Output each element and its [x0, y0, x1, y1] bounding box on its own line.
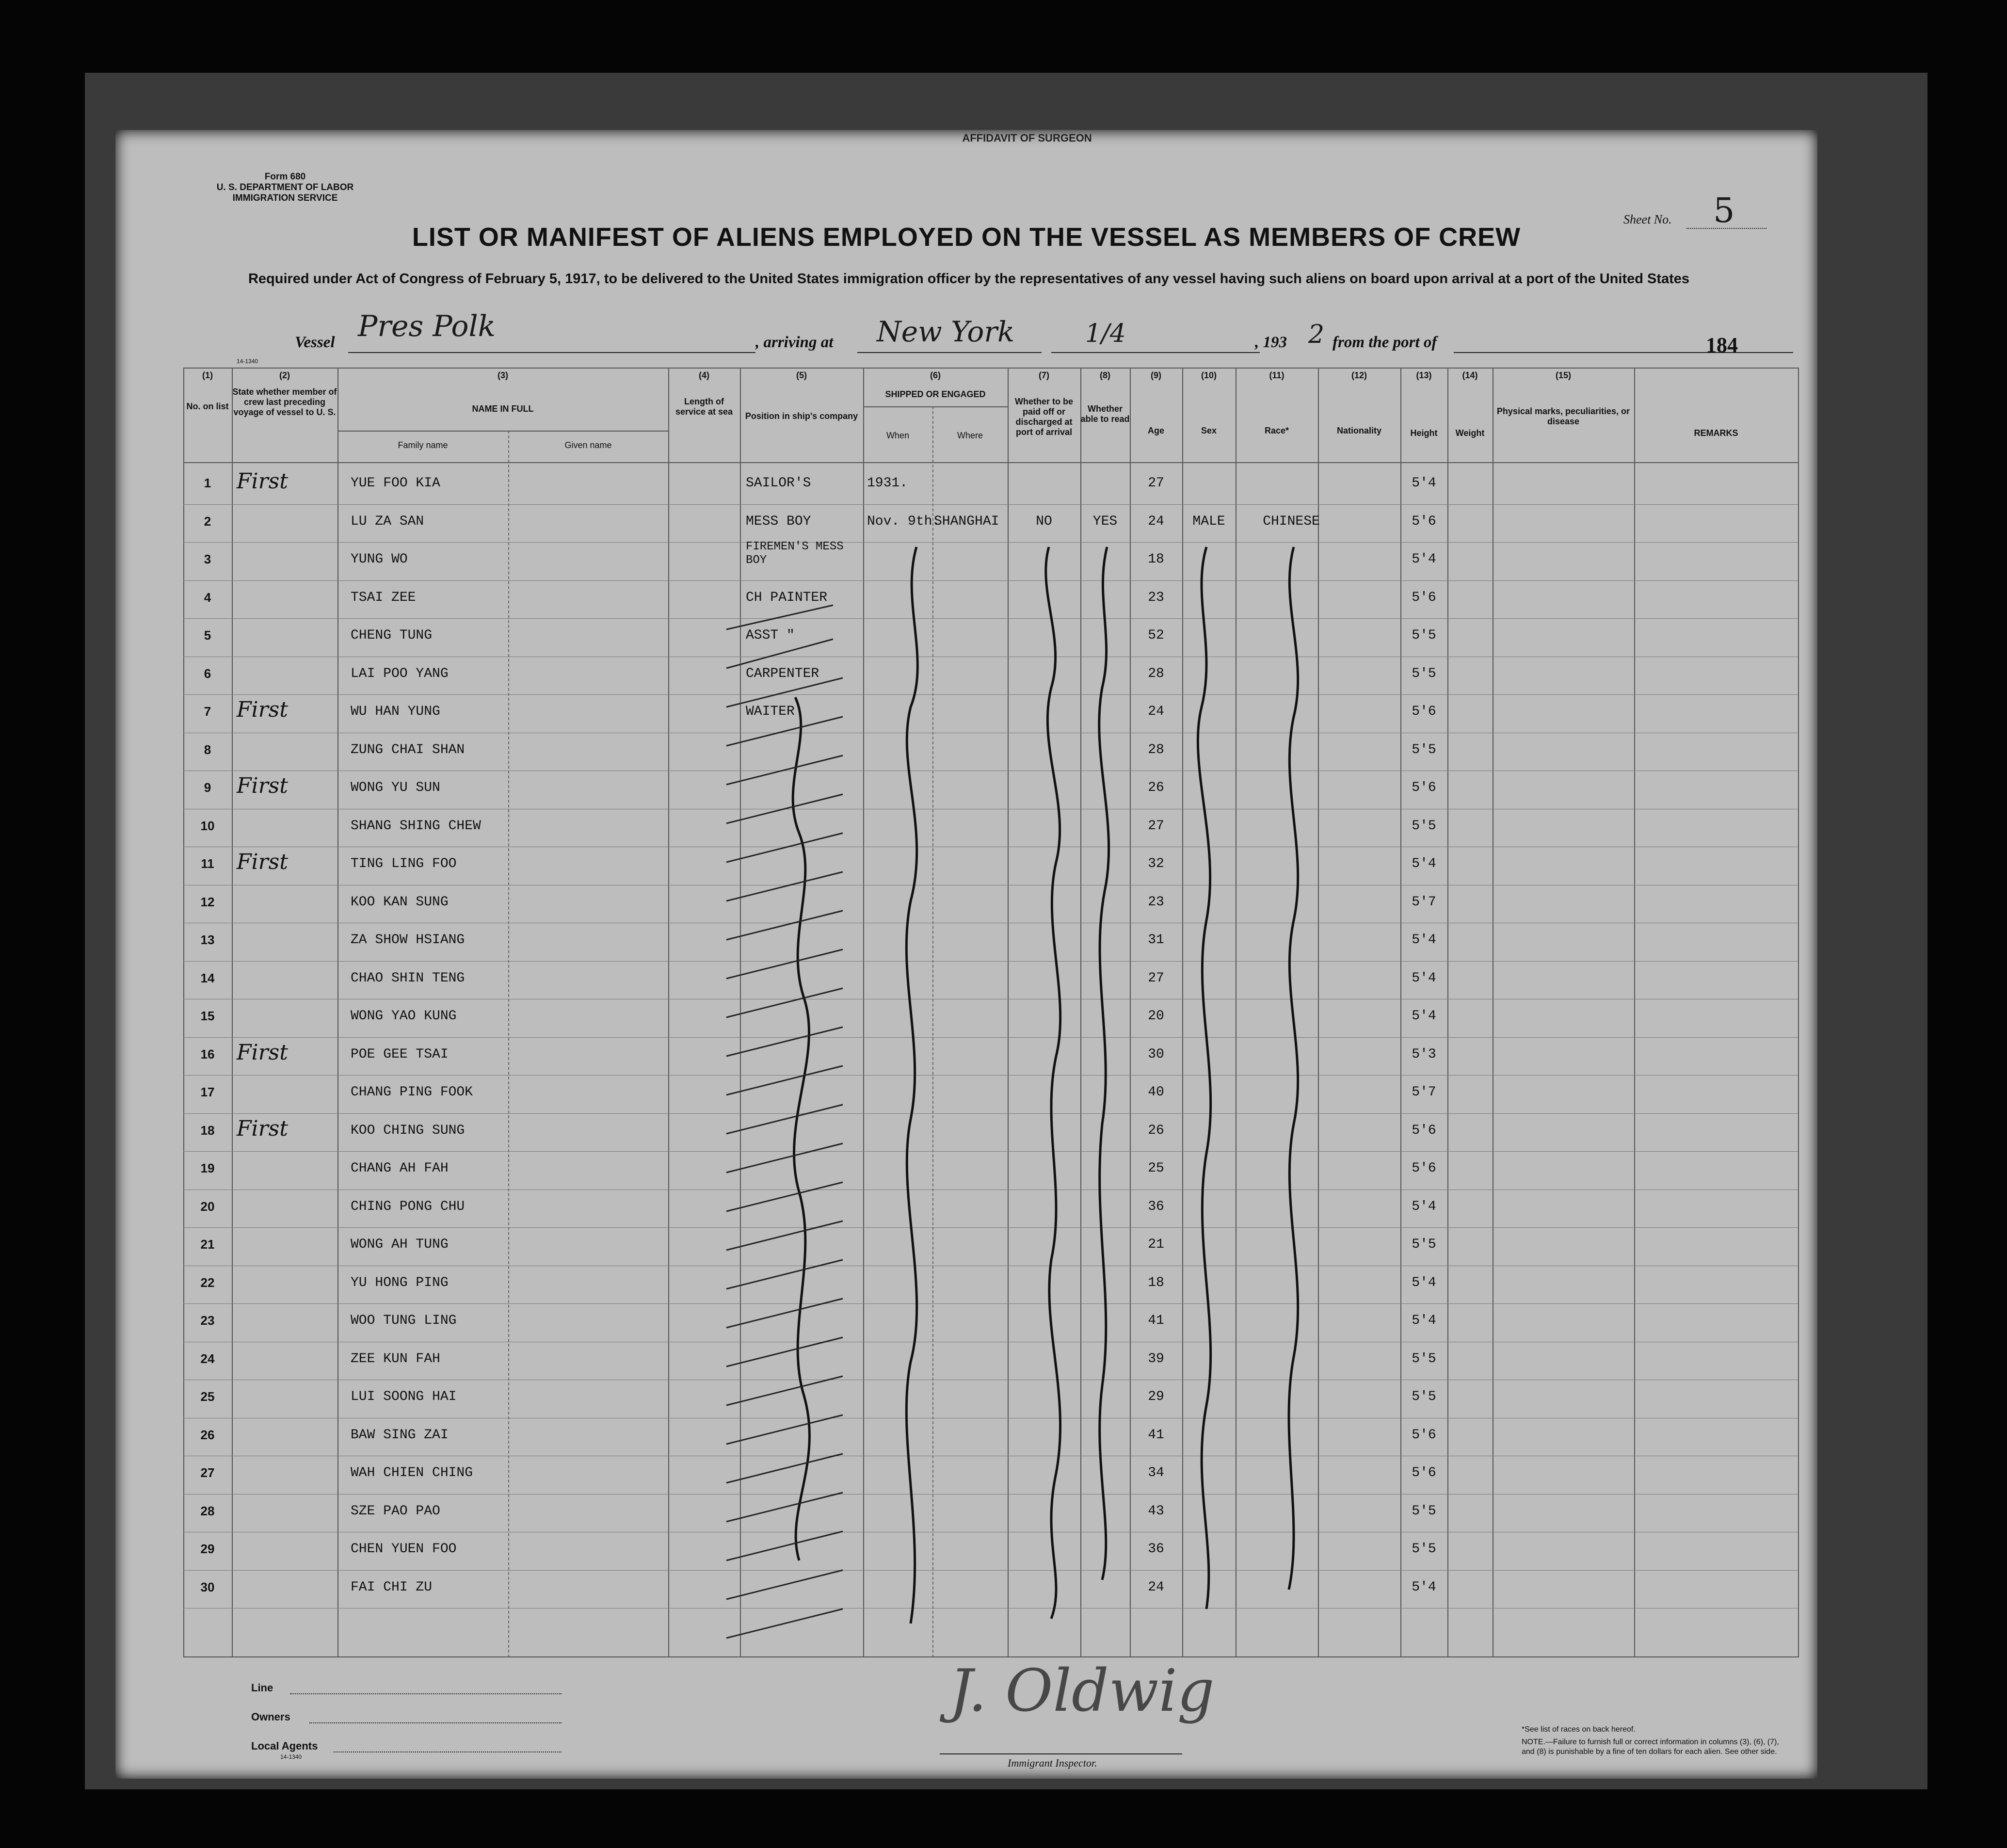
- cell-name: KOO CHING SUNG: [351, 1123, 465, 1138]
- cell-name: SZE PAO PAO: [351, 1503, 440, 1519]
- cell-no: 15: [200, 1009, 215, 1023]
- cell-no: 23: [200, 1313, 215, 1328]
- cell-when: Nov. 9th.: [867, 514, 941, 529]
- cell-height: 5'4: [1412, 1579, 1436, 1595]
- cell-height: 5'6: [1412, 1123, 1436, 1138]
- cell-height: 5'6: [1412, 1465, 1436, 1480]
- cell-age: 43: [1148, 1503, 1164, 1519]
- header-weight: Weight: [1455, 428, 1485, 438]
- cell-position: WAITER: [746, 704, 795, 719]
- cell-age: 41: [1148, 1313, 1164, 1328]
- header-where: Where: [957, 431, 983, 440]
- cell-race: CHINESE: [1263, 514, 1320, 529]
- sheet-number-label: Sheet No.: [1623, 212, 1672, 226]
- cell-position: ASST ": [746, 628, 795, 643]
- header-paid-off: Whether to be paid off or discharged at port of arrival: [1015, 397, 1073, 437]
- col-number: (7): [1039, 370, 1049, 380]
- header-state-whether: State whether member of crew last preceding voyage of vessel to U. S.: [232, 387, 337, 417]
- header-remarks: REMARKS: [1694, 428, 1738, 438]
- cell-name: SHANG SHING CHEW: [351, 818, 481, 834]
- cell-no: 13: [200, 932, 215, 947]
- agents-code: 14-1340: [280, 1753, 302, 1760]
- col-number: (15): [1555, 370, 1571, 380]
- cell-age: 41: [1148, 1427, 1164, 1443]
- cell-height: 5'6: [1412, 1161, 1436, 1176]
- races-note: *See list of races on back hereof.: [1522, 1725, 1636, 1734]
- header-when: When: [886, 431, 910, 440]
- header-physical: Physical marks, peculiarities, or disease: [1496, 406, 1630, 426]
- cell-age: 24: [1148, 1579, 1164, 1595]
- inspector-line: [940, 1753, 1182, 1754]
- inspector-label: Immigrant Inspector.: [1008, 1757, 1097, 1769]
- line-field: [290, 1693, 562, 1694]
- cell-no: 18: [200, 1123, 215, 1138]
- arriving-value: New York: [877, 315, 1015, 348]
- page-subtitle: Required under Act of Congress of February 5, 1917, to be delivered to the United States immigration officer by the representatives of any vessel having such aliens on board upon arrival at a port of the United States: [248, 271, 1690, 287]
- cell-no: 8: [204, 742, 211, 757]
- cell-position: MESS BOY: [746, 514, 811, 529]
- col-number: (9): [1151, 370, 1161, 380]
- cell-read: YES: [1092, 514, 1118, 529]
- arrival-date-value: 1/4: [1085, 319, 1126, 348]
- cell-position: CH PAINTER: [746, 590, 828, 605]
- cell-height: 5'5: [1412, 628, 1436, 643]
- cell-height: 5'6: [1412, 780, 1436, 795]
- vessel-underline: [348, 352, 755, 353]
- header-name-in-full: NAME IN FULL: [472, 404, 534, 414]
- page-title: LIST OR MANIFEST OF ALIENS EMPLOYED ON THE VESSEL AS MEMBERS OF CREW: [412, 223, 1521, 252]
- cell-name: YUE FOO KIA: [351, 476, 440, 491]
- col-number: (14): [1462, 370, 1478, 380]
- cell-age: 20: [1148, 1009, 1164, 1024]
- header-able-read: Whether able to read: [1080, 404, 1130, 424]
- cell-height: 5'4: [1412, 1275, 1436, 1290]
- cell-no: 4: [204, 590, 211, 605]
- cell-name: CHING PONG CHU: [351, 1199, 465, 1214]
- cell-no: 27: [200, 1465, 215, 1480]
- form-code: 14-1340: [237, 358, 258, 365]
- cell-name: CHENG TUNG: [351, 628, 433, 643]
- cell-height: 5'4: [1412, 970, 1436, 986]
- line-label: Line: [251, 1682, 273, 1694]
- cell-age: 18: [1148, 552, 1164, 567]
- cell-when: 1931.: [867, 476, 908, 491]
- cell-no: 19: [200, 1161, 215, 1175]
- cell-name: ZUNG CHAI SHAN: [351, 742, 465, 757]
- cell-state: First: [237, 469, 288, 494]
- cell-age: 36: [1148, 1199, 1164, 1214]
- header-length-service: Length of service at sea: [675, 397, 733, 417]
- header-sex: Sex: [1201, 426, 1217, 435]
- cell-age: 27: [1148, 476, 1164, 491]
- cell-name: WONG YAO KUNG: [351, 1009, 457, 1024]
- page-number: 184: [1706, 333, 1738, 357]
- header-family-name: Family name: [398, 440, 448, 450]
- cell-name: KOO KAN SUNG: [351, 894, 449, 910]
- cell-no: 30: [200, 1579, 215, 1594]
- cell-age: 28: [1148, 742, 1164, 757]
- cell-where: SHANGHAI: [934, 514, 999, 529]
- form-number: Form 680: [264, 172, 306, 182]
- cell-height: 5'5: [1412, 1542, 1436, 1557]
- cell-height: 5'5: [1412, 1237, 1436, 1252]
- cell-name: WONG AH TUNG: [351, 1237, 449, 1252]
- cell-height: 5'5: [1412, 742, 1436, 757]
- year-prefix: , 193: [1255, 334, 1287, 351]
- cell-height: 5'3: [1412, 1046, 1436, 1062]
- service-label: IMMIGRATION SERVICE: [232, 193, 338, 203]
- col-number: (1): [202, 370, 213, 380]
- from-port-underline: [1454, 352, 1793, 353]
- cell-age: 23: [1148, 894, 1164, 910]
- cell-height: 5'4: [1412, 552, 1436, 567]
- cell-name: LU ZA SAN: [351, 514, 424, 529]
- manifest-sheet: [115, 130, 1817, 1779]
- cell-height: 5'5: [1412, 1351, 1436, 1366]
- cell-age: 23: [1148, 590, 1164, 605]
- cell-name: CHAO SHIN TENG: [351, 970, 465, 986]
- owners-label: Owners: [251, 1711, 290, 1723]
- cell-name: TING LING FOO: [351, 856, 457, 871]
- cell-name: YUNG WO: [351, 552, 408, 567]
- cell-height: 5'6: [1412, 704, 1436, 719]
- from-port-label: from the port of: [1333, 334, 1437, 351]
- owners-field: [309, 1722, 562, 1723]
- cell-height: 5'4: [1412, 856, 1436, 871]
- col-number: (13): [1416, 370, 1432, 380]
- cell-height: 5'4: [1412, 1199, 1436, 1214]
- cell-paid: NO: [1036, 514, 1052, 529]
- cell-name: LAI POO YANG: [351, 666, 449, 681]
- cell-no: 24: [200, 1351, 215, 1366]
- cell-name: WAH CHIEN CHING: [351, 1465, 473, 1480]
- cell-position: FIREMEN'S MESS BOY: [746, 540, 844, 567]
- cell-name: BAW SING ZAI: [351, 1427, 449, 1443]
- cell-height: 5'4: [1412, 476, 1436, 491]
- vessel-value: Pres Polk: [358, 309, 496, 343]
- year-suffix: 2: [1308, 320, 1325, 349]
- cell-no: 25: [200, 1389, 215, 1404]
- cell-age: 39: [1148, 1351, 1164, 1366]
- cell-no: 22: [200, 1275, 215, 1290]
- sheet-number-value: 5: [1713, 191, 1735, 230]
- department-label: U. S. DEPARTMENT OF LABOR: [216, 182, 354, 193]
- cell-name: ZA SHOW HSIANG: [351, 932, 465, 948]
- cell-no: 17: [200, 1085, 215, 1099]
- cell-no: 6: [204, 666, 211, 681]
- cell-name: WOO TUNG LING: [351, 1313, 457, 1328]
- cell-age: 21: [1148, 1237, 1164, 1252]
- cell-age: 29: [1148, 1389, 1164, 1404]
- cell-age: 31: [1148, 932, 1164, 948]
- fine-note: NOTE.—Failure to furnish full or correct information in columns (3), (6), (7), and (8) is punishable by a fine of ten dollars for each alien. See other side.: [1522, 1738, 1779, 1756]
- cell-name: POE GEE TSAI: [351, 1046, 449, 1062]
- cell-state: First: [237, 1040, 288, 1065]
- col-number: (5): [796, 370, 807, 380]
- ditto-marks: [183, 368, 1798, 1657]
- cell-height: 5'4: [1412, 1009, 1436, 1024]
- header-race: Race*: [1264, 426, 1289, 435]
- cell-name: FAI CHI ZU: [351, 1579, 433, 1595]
- cell-height: 5'4: [1412, 932, 1436, 948]
- col-number: (4): [699, 370, 709, 380]
- cell-age: 28: [1148, 666, 1164, 681]
- cell-state: First: [237, 773, 288, 798]
- cell-age: 26: [1148, 780, 1164, 795]
- header-given-name: Given name: [564, 440, 612, 450]
- form-id: [149, 172, 421, 204]
- cell-no: 10: [200, 818, 215, 833]
- cell-age: 24: [1148, 704, 1164, 719]
- cell-age: 18: [1148, 1275, 1164, 1290]
- cell-height: 5'5: [1412, 666, 1436, 681]
- col-number: (3): [498, 370, 508, 380]
- cell-no: 29: [200, 1542, 215, 1556]
- cell-name: ZEE KUN FAH: [351, 1351, 440, 1366]
- crew-table: [183, 368, 1798, 1657]
- cell-age: 36: [1148, 1542, 1164, 1557]
- col-number: (6): [930, 370, 941, 380]
- col-number: (12): [1351, 370, 1367, 380]
- cell-height: 5'7: [1412, 894, 1436, 910]
- cell-name: CHANG PING FOOK: [351, 1085, 473, 1100]
- header-height: Height: [1410, 428, 1438, 438]
- cell-age: 30: [1148, 1046, 1164, 1062]
- cell-no: 1: [204, 476, 211, 490]
- cell-position: CARPENTER: [746, 666, 819, 681]
- inspector-signature: J. Oldwig: [949, 1657, 1215, 1725]
- vessel-line: [295, 309, 1846, 363]
- cell-no: 28: [200, 1503, 215, 1518]
- col-number: (11): [1269, 370, 1284, 380]
- cell-age: 27: [1148, 818, 1164, 834]
- cell-height: 5'4: [1412, 1313, 1436, 1328]
- header-shipped-engaged: SHIPPED OR ENGAGED: [885, 389, 986, 399]
- cell-no: 11: [201, 856, 214, 871]
- cell-no: 7: [204, 704, 211, 719]
- header-position: Position in ship's company: [745, 411, 858, 421]
- date-underline: [1051, 352, 1260, 353]
- manifest-footer: [183, 1657, 1798, 1769]
- cell-height: 5'6: [1412, 590, 1436, 605]
- cell-height: 5'6: [1412, 514, 1436, 529]
- cell-no: 12: [200, 894, 215, 909]
- header-no-on-list: No. on list: [186, 402, 229, 411]
- cell-state: First: [237, 697, 288, 722]
- cell-name: CHEN YUEN FOO: [351, 1542, 457, 1557]
- cell-age: 27: [1148, 970, 1164, 986]
- cell-name: CHANG AH FAH: [351, 1161, 449, 1176]
- vessel-label: Vessel: [295, 334, 335, 351]
- arriving-underline: [857, 352, 1042, 353]
- cell-no: 2: [204, 514, 211, 529]
- cell-state: First: [237, 1116, 288, 1141]
- cell-no: 5: [204, 628, 211, 643]
- cell-height: 5'5: [1412, 1389, 1436, 1404]
- cell-age: 34: [1148, 1465, 1164, 1480]
- cell-age: 32: [1148, 856, 1164, 871]
- local-agents-label: Local Agents: [251, 1740, 318, 1752]
- cell-age: 52: [1148, 628, 1164, 643]
- cell-state: First: [237, 850, 288, 874]
- cell-age: 24: [1148, 514, 1164, 529]
- cell-name: WONG YU SUN: [351, 780, 440, 795]
- arriving-label: , arriving at: [755, 334, 834, 351]
- cell-no: 26: [200, 1427, 215, 1442]
- cell-position: SAILOR'S: [746, 476, 811, 491]
- cell-name: LUI SOONG HAI: [351, 1389, 457, 1404]
- cell-age: 25: [1148, 1161, 1164, 1176]
- cell-name: YU HONG PING: [351, 1275, 449, 1290]
- cell-no: 3: [204, 552, 211, 566]
- cell-sex: MALE: [1192, 514, 1225, 529]
- header-nationality: Nationality: [1336, 426, 1381, 435]
- cell-height: 5'5: [1412, 818, 1436, 834]
- cell-height: 5'5: [1412, 1503, 1436, 1519]
- cell-no: 20: [200, 1199, 215, 1214]
- col-number: (8): [1100, 370, 1110, 380]
- cell-age: 40: [1148, 1085, 1164, 1100]
- col-number: (2): [279, 370, 290, 380]
- affidavit-label: AFFIDAVIT OF SURGEON: [962, 132, 1092, 144]
- cell-no: 16: [200, 1046, 215, 1061]
- cell-height: 5'6: [1412, 1427, 1436, 1443]
- cell-age: 26: [1148, 1123, 1164, 1138]
- cell-no: 21: [200, 1237, 215, 1252]
- cell-no: 9: [204, 780, 211, 795]
- col-number: (10): [1201, 370, 1217, 380]
- cell-no: 14: [200, 970, 215, 985]
- cell-height: 5'7: [1412, 1085, 1436, 1100]
- header-age: Age: [1147, 426, 1164, 435]
- cell-name: WU HAN YUNG: [351, 704, 440, 719]
- cell-name: TSAI ZEE: [351, 590, 416, 605]
